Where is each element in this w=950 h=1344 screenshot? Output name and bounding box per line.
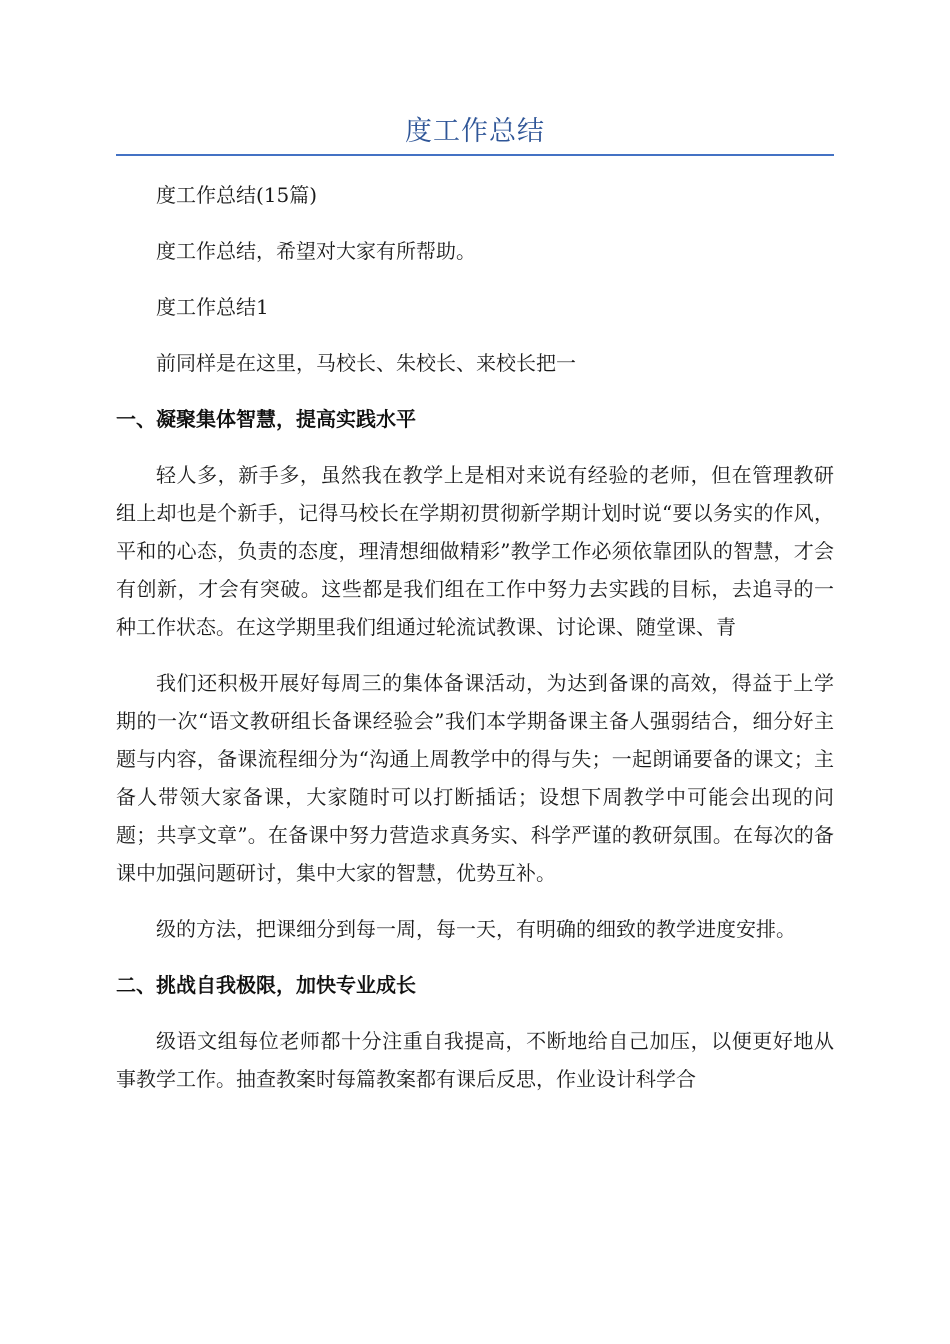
section-heading-1: 一、凝聚集体智慧，提高实践水平	[116, 407, 416, 431]
paragraph-body-1: 轻人多，新手多，虽然我在教学上是相对来说有经验的老师，但在管理教研组上却也是个新手，记得马校长在学期初贯彻新学期计划时说“要以务实的作风，平和的心态，负责的态度，理清想细做精彩”教学工作必须依靠团队的智慧，才会有创新，才会有突破。这些都是我们组在工作中努力去实践的目标，去追寻的一种工作状态。在这学期里我们组通过轮流试教课、讨论课、随堂课、青	[116, 463, 834, 639]
title-underline	[116, 154, 834, 156]
document-body	[116, 176, 834, 1116]
paragraph-subtitle: 度工作总结(15篇)	[156, 183, 318, 207]
document-title: 度工作总结	[405, 116, 545, 147]
paragraph-section-number: 度工作总结1	[156, 295, 269, 319]
paragraph-intro: 度工作总结，希望对大家有所帮助。	[156, 239, 476, 263]
paragraph-body-3: 级的方法，把课细分到每一周，每一天，有明确的细致的教学进度安排。	[156, 917, 796, 941]
paragraph-opening: 前同样是在这里，马校长、朱校长、来校长把一	[156, 351, 576, 375]
section-heading-2: 二、挑战自我极限，加快专业成长	[116, 973, 416, 997]
paragraph-body-4: 级语文组每位老师都十分注重自我提高，不断地给自己加压，以便更好地从事教学工作。抽查教案时每篇教案都有课后反思，作业设计科学合	[116, 1029, 834, 1091]
paragraph-body-2: 我们还积极开展好每周三的集体备课活动，为达到备课的高效，得益于上学期的一次“语文教研组长备课经验会”我们本学期备课主备人强弱结合，细分好主题与内容，备课流程细分为“沟通上周教学中的得与失；一起朗诵要备的课文；主备人带领大家备课，大家随时可以打断插话；设想下周教学中可能会出现的问题；共享文章”。在备课中努力营造求真务实、科学严谨的教研氛围。在每次的备课中加强问题研讨，集中大家的智慧，优势互补。	[116, 671, 834, 885]
